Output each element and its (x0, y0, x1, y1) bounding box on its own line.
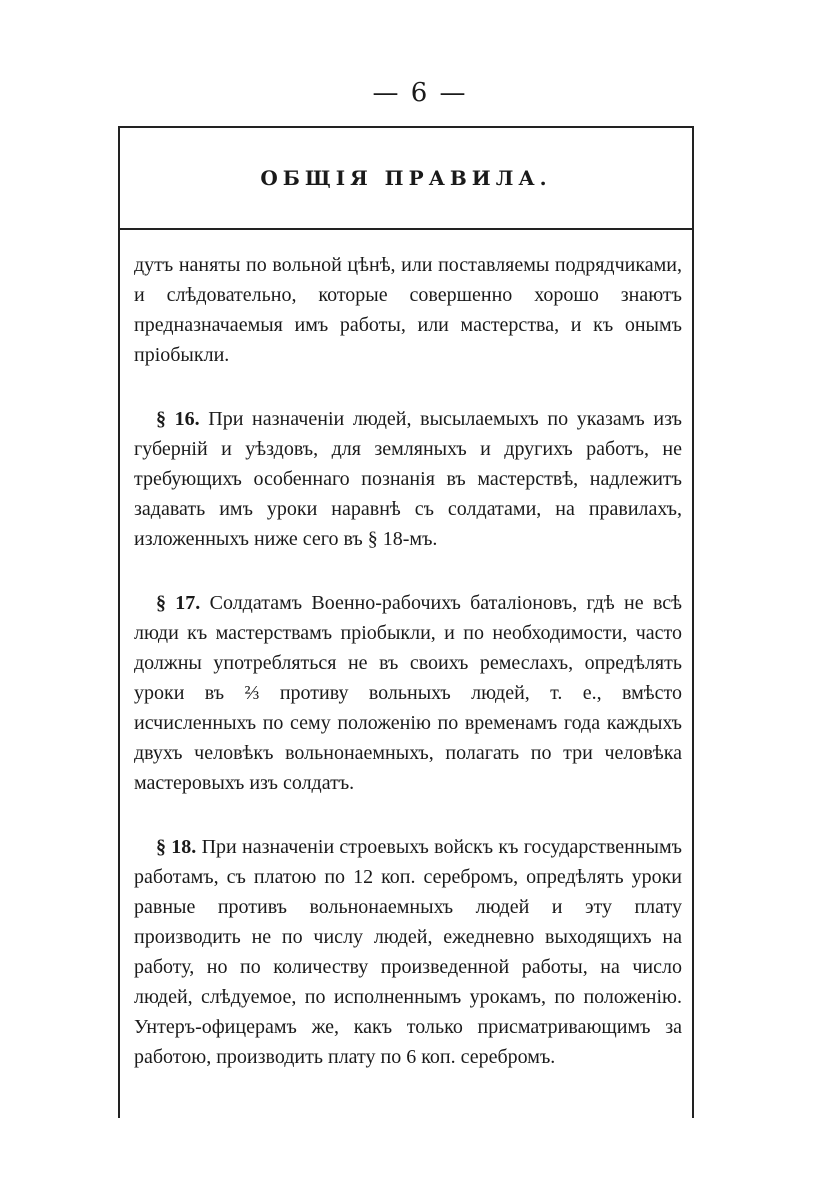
section-header (120, 128, 692, 230)
paragraph-18 (134, 832, 682, 1072)
paragraph-number: § 16. (156, 408, 200, 430)
section-title: ОБЩІЯ ПРАВИЛА. (260, 166, 552, 190)
paragraph-text: дутъ наняты по вольной цѣнѣ, или поставляемы подрядчиками, и слѣдовательно, которые совершенно хорошо знаютъ предназначаемыя имъ работы, или мастерства, и къ онымъ пріобыкли. (134, 254, 682, 366)
body-text (134, 250, 682, 1106)
paragraph-number: § 18. (156, 836, 197, 858)
paragraph-text: Солдатамъ Военно-рабочихъ баталіоновъ, гдѣ не всѣ люди къ мастерствамъ пріобыкли, и по необходимости, часто должны употребляться не въ своихъ ремеслахъ, опредѣлять уроки въ ⅔ противу вольныхъ людей, т. е., вмѣсто исчисленныхъ по сему положенію по временамъ года каждыхъ двухъ человѣкъ вольнонаемныхъ, полагать по три человѣка мастеровыхъ изъ солдатъ. (134, 592, 683, 794)
paragraph-text: При назначеніи строевыхъ войскъ къ государственнымъ работамъ, съ платою по 12 коп. серебромъ, опредѣлять уроки равные противъ вольнонаемныхъ людей и эту плату производить не по числу людей, ежедневно выходящихъ на работу, но по количеству произведенной работы, на число людей, слѣдуемое, по исполненнымъ урокамъ, по положенію. Унтеръ-офицерамъ же, какъ только присматривающимъ за работою, производить плату по 6 коп. серебромъ. (134, 836, 682, 1068)
paragraph-number: § 17. (156, 592, 201, 614)
paragraph-16 (134, 404, 682, 554)
page-number: — 6 — (372, 78, 468, 108)
paragraph-continuation (134, 250, 682, 370)
paragraph-17 (134, 588, 682, 798)
paragraph-text: При назначеніи людей, высылаемыхъ по указамъ изъ губерній и уѣздовъ, для земляныхъ и другихъ работъ, не требующихъ особеннаго познанія въ мастерствѣ, надлежитъ задавать имъ уроки наравнѣ съ солдатами, на правилахъ, изложенныхъ ниже сего въ § 18-мъ. (134, 408, 682, 550)
page-frame (118, 126, 694, 1118)
